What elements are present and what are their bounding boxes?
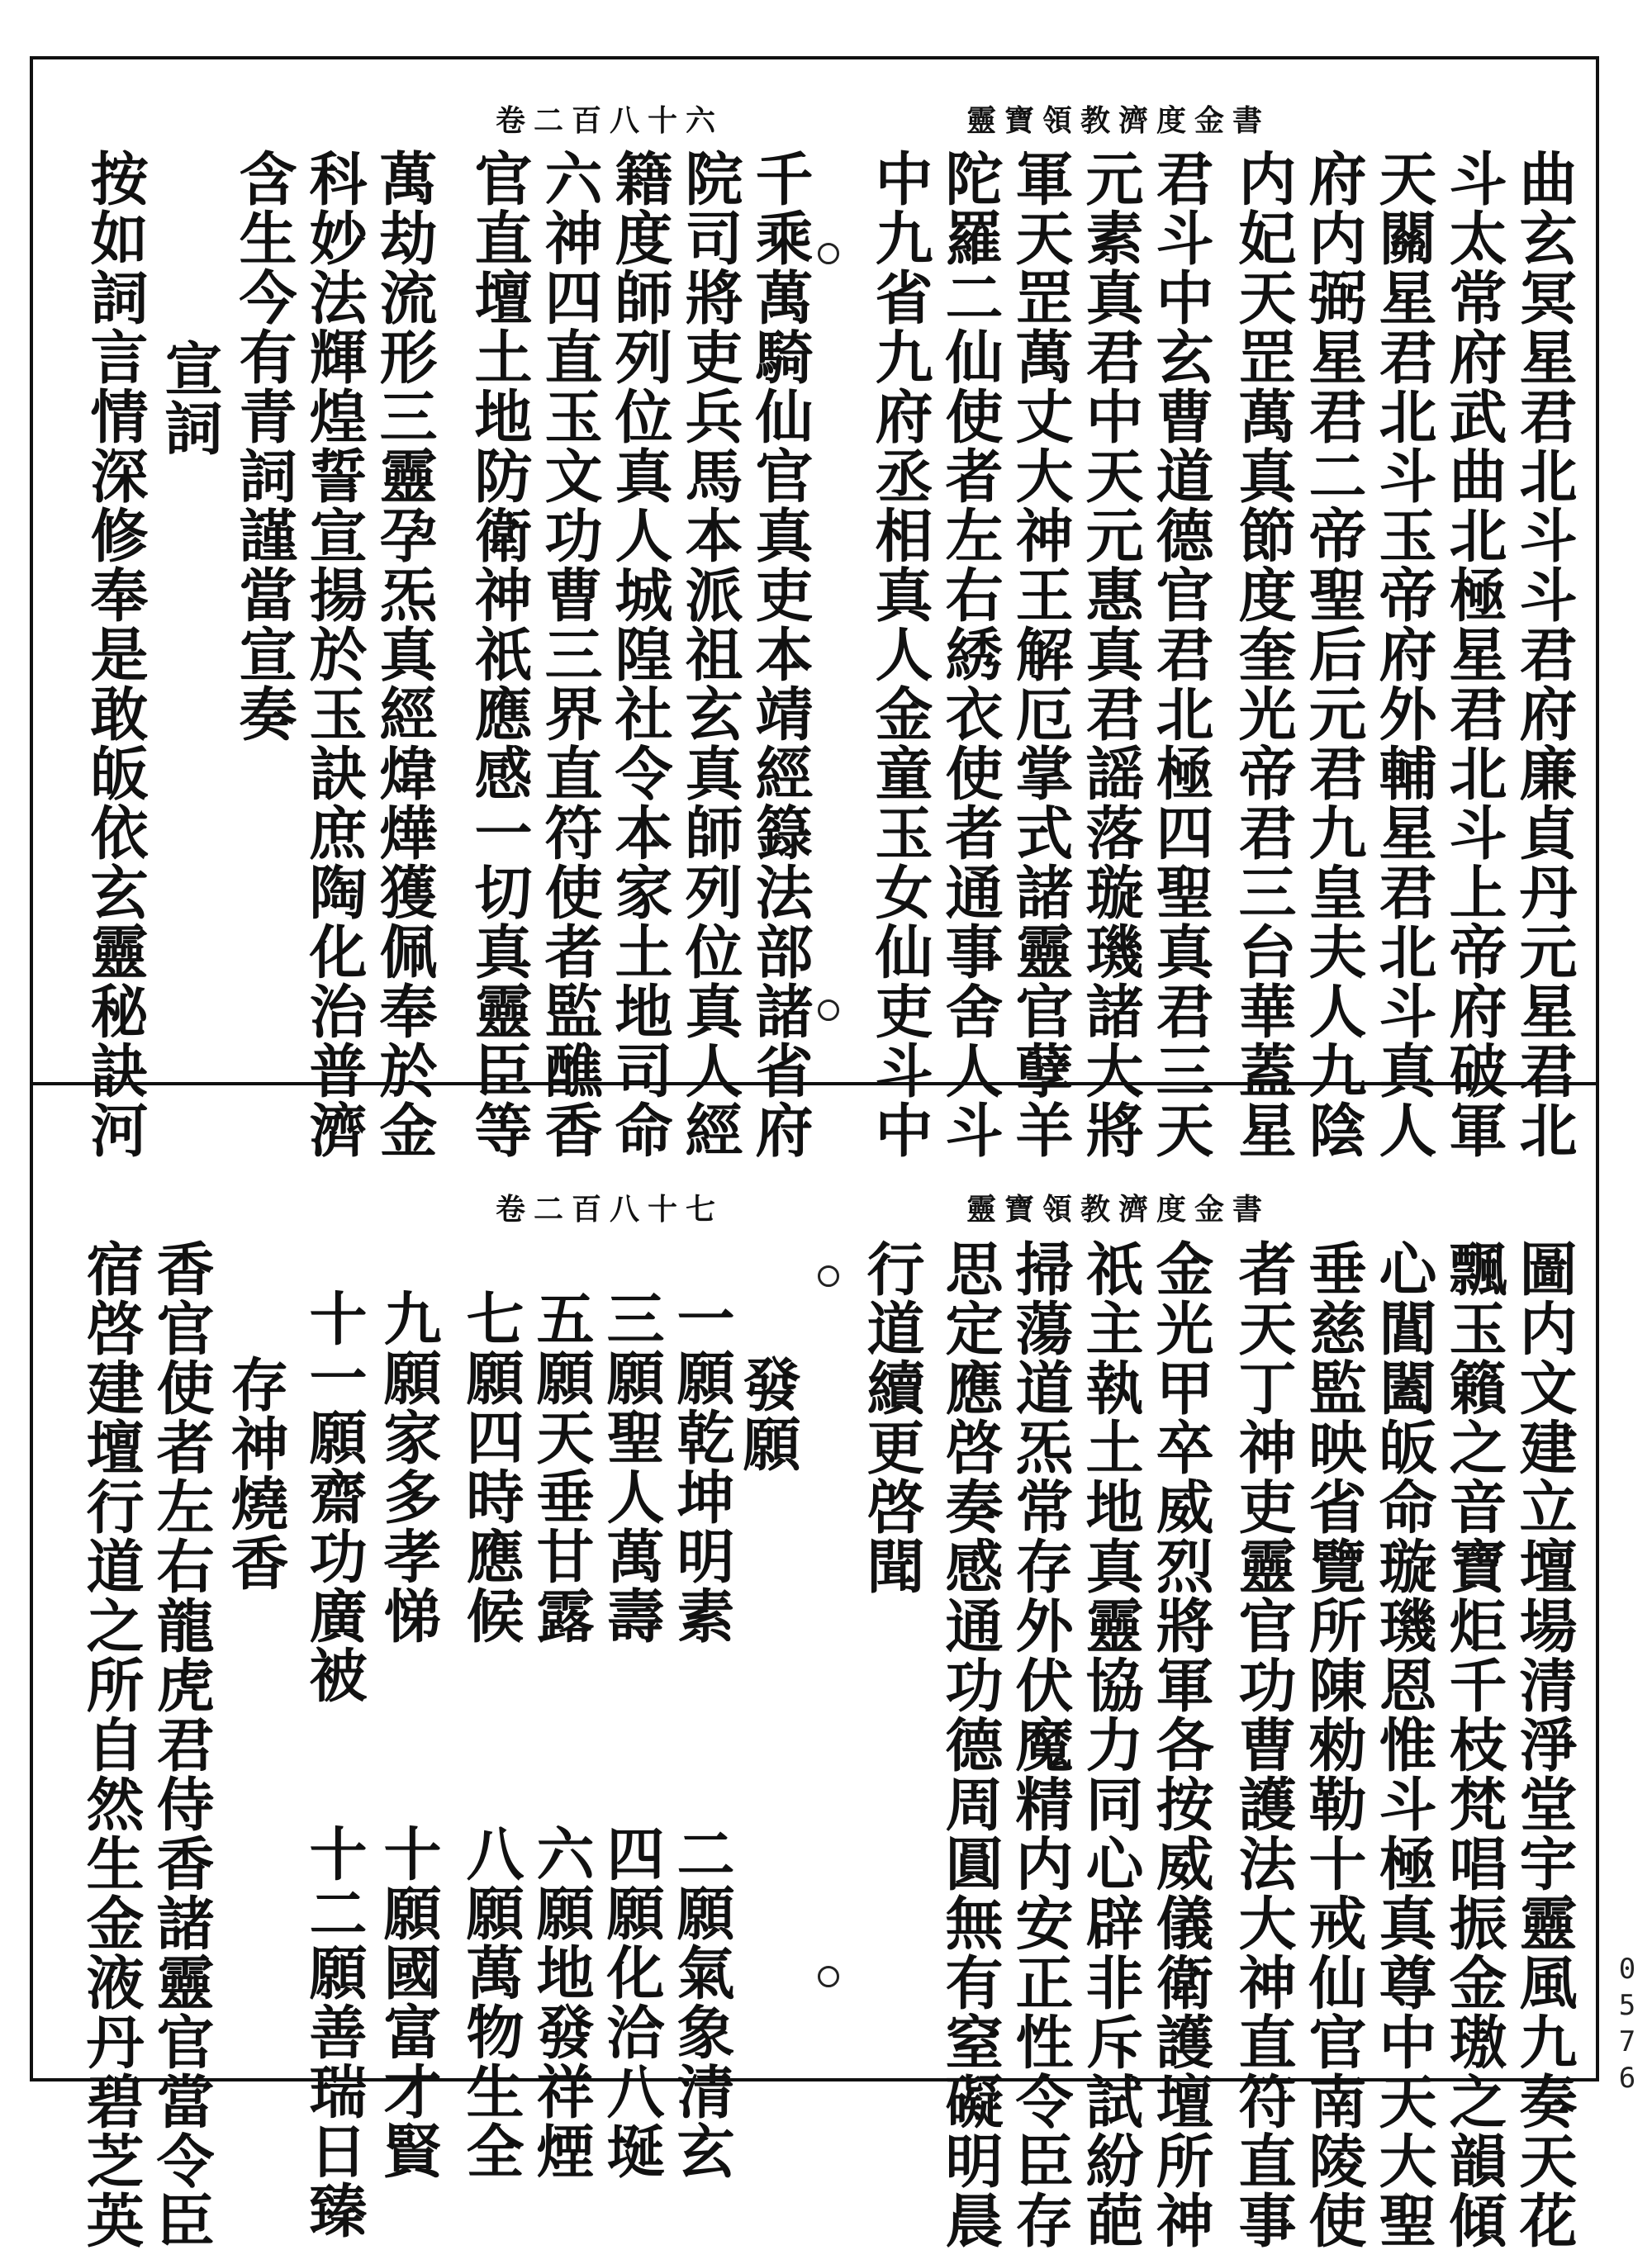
top-col-15: 官直壇土地防衛神祇應感一切真靈臣等 [465,149,534,1160]
circle-mark [818,243,839,264]
top-col-19: 宣詞 [155,339,224,458]
bottom-col-11: 發願 [733,1355,802,1474]
bottom-col-7: 祇主執土地真靈協力同心辟非斥試紛葩 [1076,1239,1145,2250]
bottom-col-20: 宿啓建壇行道之所自然生金液丹碧芝英 [77,1239,145,2250]
top-col-20: 按如詞言情深修奉是敢皈依玄靈秘訣河 [81,149,150,1160]
bottom-header-volume: 卷二百八十七 [496,1192,724,1227]
top-col-6: 君斗中玄曹道德官君北極四聖真君三天 [1146,149,1215,1160]
top-col-18: 含生今有青詞謹當宣奏 [230,149,298,743]
top-col-9: 陀羅二仙使者左右綉衣使者通事舍人斗 [936,149,1004,1160]
bottom-header-title: 靈寶領教濟度金書 [966,1192,1271,1227]
top-header-volume: 卷二百八十六 [496,103,724,138]
top-col-4: 府内弼星君二帝聖后元君九皇夫人九陰 [1299,149,1368,1160]
bottom-col-14: 五願天垂甘露 六願地發祥煙 [527,1289,596,2181]
bottom-col-15: 七願四時應候 八願萬物生全 [457,1289,525,2181]
bottom-col-19: 香官使者左右龍虎君侍香諸靈官當令臣 [147,1239,216,2250]
margin-page-number: 0 5 7 6 [1618,1953,1636,2095]
bottom-col-6: 金光甲卒威烈將軍各按威儀衛護壇所神 [1146,1239,1215,2250]
bottom-col-4: 垂慈監映省覽所陳勑勒十戒仙官南陵使 [1299,1239,1368,2250]
circle-mark [818,1265,839,1287]
bottom-col-1: 圖内文建立壇場清淨堂宇靈風九奏天花 [1510,1239,1578,2250]
bottom-col-9: 思定應啓奏感通功德周圓無有窒礙明晨 [936,1239,1004,2250]
bottom-col-13: 三願聖人萬壽 四願化洽八埏 [597,1289,666,2181]
top-col-1: 曲玄冥星君北斗斗君府廉貞丹元星君北 [1510,149,1578,1160]
top-col-11: 千乘萬騎仙官真吏本靖經籙法部諸省府 [746,149,814,1160]
top-col-13: 籍度師列位真人城隍社令本家土地司命 [605,149,674,1160]
top-col-3: 天關星君北斗玉帝府外輔星君北斗真人 [1370,149,1438,1160]
circle-mark [818,1966,839,1987]
top-col-2: 斗太常府武曲北極星君北斗上帝府破軍 [1440,149,1508,1160]
bottom-col-16: 九願家多孝悌 十願國富才賢 [374,1289,443,2181]
top-col-7: 元素真君中天元惠真君謡落璇璣諸大將 [1076,149,1145,1160]
top-col-10: 中九省九府丞相真人金童玉女仙吏斗中 [866,149,934,1160]
bottom-col-2: 飄玉籟之音寶炬千枝梵唱振金璈之韻傾 [1440,1239,1508,2250]
bottom-col-10: 行道續更啓聞 [857,1239,926,1596]
top-col-16: 萬劫流形三靈孕炁真經煒燁獲佩奉於金 [370,149,439,1160]
bottom-col-12: 一願乾坤明素 二願氣象清玄 [667,1289,736,2181]
bottom-col-17: 十一願齋功廣被 十二願善瑞日臻 [300,1289,368,2240]
circle-mark [818,999,839,1021]
top-col-14: 六神四直玉文功曹三界直符使者監醮香 [535,149,604,1160]
top-col-12: 院司將吏兵馬本派祖玄真師列位真人經 [676,149,744,1160]
bottom-col-5: 者天丁神吏靈官功曹護法大神直符直事 [1229,1239,1298,2250]
top-col-5: 内妃天罡萬真節度奎光帝君三台華蓋星 [1229,149,1298,1160]
bottom-col-8: 掃蕩道炁常存外伏魔精内安正性令臣存 [1006,1239,1075,2250]
top-col-17: 科妙法輝煌誓宣揚於玉訣庶陶化治普濟 [300,149,368,1160]
bottom-col-18: 存神燒香 [221,1355,290,1593]
bottom-col-3: 心閶闔皈命璇璣恩惟斗極真尊中天大聖 [1370,1239,1438,2250]
top-col-8: 軍天罡萬丈大神王解厄掌式諸靈官孽羊 [1006,149,1075,1160]
top-header-title: 靈寶領教濟度金書 [966,103,1271,138]
